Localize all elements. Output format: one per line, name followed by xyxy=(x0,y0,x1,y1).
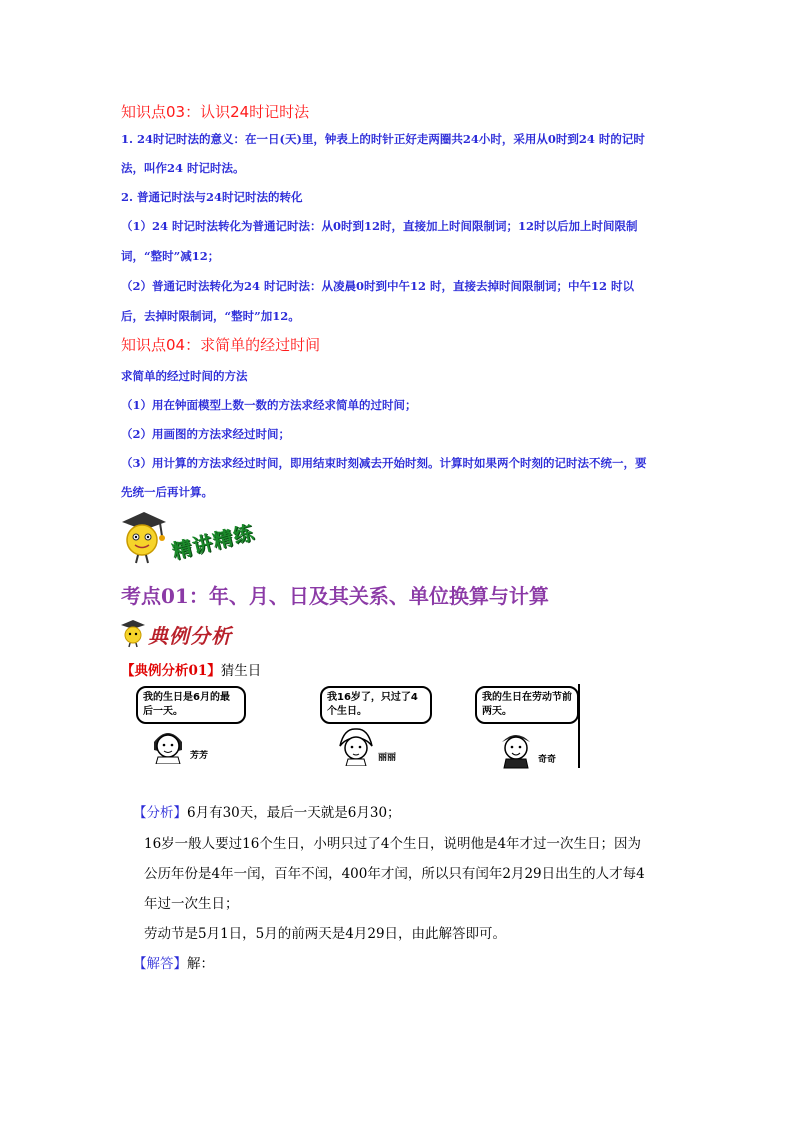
k03-p1a: 1. 24时记时法的意义：在一日(天)里，钟表上的时针正好走两圈共24小时，采用从0时到24 时的记时 xyxy=(121,132,645,146)
k04-l3a: （3）用计算的方法求经过时间，即用结束时刻减去开始时刻。计算时如果两个时刻的记时法不统一，要 xyxy=(121,456,647,470)
comic-name-3: 奇奇 xyxy=(538,755,557,765)
analysis-l1: 6月有30天，最后一天就是6月30； xyxy=(187,805,401,821)
kd01-title: 考点01：年、月、日及其关系、单位换算与计算 xyxy=(121,584,549,608)
comic-bubble-1: 我的生日是6月的最后一天。 xyxy=(136,686,246,724)
analysis-l3: 公历年份是4年一闰，百年不闰，400年才闰，所以只有闰年2月29日出生的人才每4 xyxy=(144,866,645,882)
comic-divider xyxy=(578,684,580,768)
scholar-mascot-icon xyxy=(116,508,168,564)
comic-name-1: 芳芳 xyxy=(190,751,209,761)
k03-p3a: （1）24 时记时法转化为普通记时法：从0时到12时，直接加上时间限制词；12时以后加上时间限制 xyxy=(121,219,638,233)
girl-fangfang-icon xyxy=(148,724,188,764)
comic-bubble-2: 我16岁了，只过了4个生日。 xyxy=(320,686,432,724)
example-title: 猜生日 xyxy=(220,663,262,679)
mini-mascot-icon xyxy=(118,618,148,648)
k03-p2: 2. 普通记时法与24时记时法的转化 xyxy=(121,190,303,204)
comic-bubble-3: 我的生日在劳动节前两天。 xyxy=(475,686,579,724)
k03-p3b: 词，“整时”减12； xyxy=(121,249,220,263)
example-heading xyxy=(121,659,261,679)
k04-l3b: 先统一后再计算。 xyxy=(121,485,213,499)
analysis-l2: 16岁一般人要过16个生日，小明只过了4个生日，说明他是4年才过一次生日；因为 xyxy=(144,836,642,852)
analysis-tag: 【分析】 xyxy=(133,805,187,821)
k03-p1b: 法，叫作24 时记时法。 xyxy=(121,161,245,175)
banner-jingjiang: 精讲精练 xyxy=(169,519,257,564)
k04-l1: （1）用在钟面模型上数一数的方法求经求简单的过时间； xyxy=(121,398,417,412)
comic-name-2: 丽丽 xyxy=(378,753,397,763)
k04-sub: 求简单的经过时间的方法 xyxy=(121,369,248,383)
k04-l2: （2）用画图的方法求经过时间； xyxy=(121,427,290,441)
k04-title: 知识点04：求简单的经过时间 xyxy=(121,336,321,354)
answer-line xyxy=(133,952,214,972)
analysis-l5: 劳动节是5月1日，5月的前两天是4月29日，由此解答即可。 xyxy=(144,926,507,942)
boy-qiqi-icon xyxy=(496,726,536,770)
analysis-line-1 xyxy=(133,801,401,821)
example-label: 【典例分析01】 xyxy=(121,663,221,679)
analysis-l4: 年过一次生日； xyxy=(144,896,239,912)
k03-p4a: （2）普通记时法转化为24 时记时法：从凌晨0时到中午12 时，直接去掉时间限制词；中午12 时以 xyxy=(121,279,635,293)
k03-p4b: 后，去掉时限制词，“整时”加12。 xyxy=(121,309,300,323)
girl-lili-icon xyxy=(336,726,376,766)
answer-tag: 【解答】 xyxy=(133,956,187,972)
answer-text: 解： xyxy=(187,956,214,972)
example-banner: 典例分析 xyxy=(148,624,232,648)
k03-title: 知识点03：认识24时记时法 xyxy=(121,103,310,121)
